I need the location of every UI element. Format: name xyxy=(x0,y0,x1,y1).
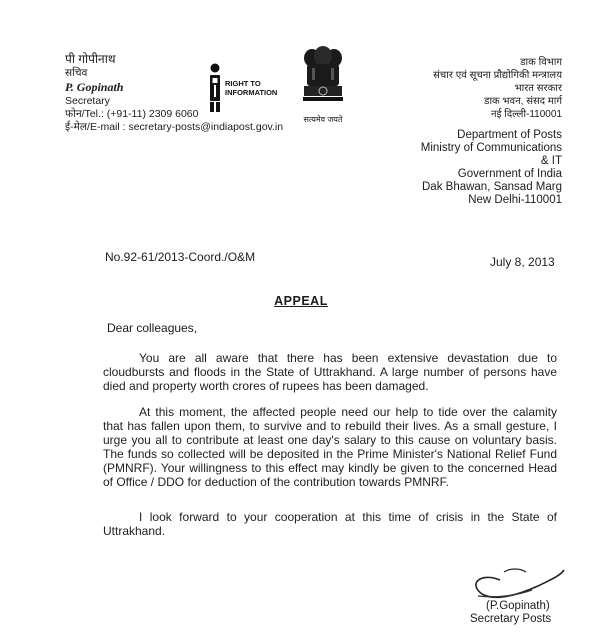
letter-date: July 8, 2013 xyxy=(490,255,555,269)
sender-phone: फोन/Tel.: (+91-11) 2309 6060 xyxy=(65,108,199,120)
sender-designation-english: Secretary xyxy=(65,95,110,107)
body-paragraph xyxy=(103,510,557,538)
dept-english-line: Department of Posts xyxy=(457,129,562,141)
emblem-motto: सत्यमेव जयते xyxy=(303,115,343,124)
dept-english-line: Dak Bhawan, Sansad Marg xyxy=(422,181,562,193)
sender-name-hindi: पी गोपीनाथ xyxy=(65,52,116,66)
salutation: Dear colleagues, xyxy=(107,321,198,335)
dept-hindi-line: भारत सरकार xyxy=(514,83,562,94)
paragraph-text: You are all aware that there has been extensive devastation due to cloudbursts and floods in the State of Uttrakhand. A large number of persons have died and property worth crores of rupees has been damaged. xyxy=(103,351,557,393)
signatory-designation: Secretary Posts xyxy=(470,613,552,625)
dept-hindi-line: डाक भवन, संसद मार्ग xyxy=(484,96,562,107)
dept-english-line: Government of India xyxy=(457,168,562,180)
rti-person-icon xyxy=(205,62,285,114)
rti-logo xyxy=(205,62,285,114)
rti-line1: RIGHT TO xyxy=(225,79,261,88)
national-emblem-icon xyxy=(298,44,348,122)
dept-english-line: New Delhi-110001 xyxy=(468,194,562,206)
department-block xyxy=(412,56,562,207)
dept-hindi-line: संचार एवं सूचना प्रौद्योगिकी मन्त्रालय xyxy=(433,70,562,81)
body-paragraph xyxy=(103,405,557,489)
dept-english-line: Ministry of Communications & IT xyxy=(420,142,562,167)
rti-line2: INFORMATION xyxy=(225,88,278,97)
letter-title: APPEAL xyxy=(274,294,328,308)
body-paragraph xyxy=(103,351,557,393)
paragraph-text: I look forward to your cooperation at this time of crisis in the State of Uttrakhand. xyxy=(103,510,557,538)
sender-designation-hindi: सचिव xyxy=(65,67,88,79)
paragraph-text: At this moment, the affected people need our help to tide over the calamity that has fallen upon them, to survive and to rebuild their lives. As a small gesture, I urge you all to contribute at least one day's salary to this cause on voluntary basis. The funds so collected will be deposited in the Prime Minister's National Relief Fund (PMNRF). Your willingness to this effect may kindly be given to the concerned Head of Office / DDO for deduction of the contribution towards PMNRF. xyxy=(103,405,557,489)
dept-hindi-line: नई दिल्ली-110001 xyxy=(491,109,562,120)
dept-hindi-line: डाक विभाग xyxy=(520,57,562,68)
sender-email: ई-मेल/E-mail : secretary-posts@indiapost.gov.in xyxy=(65,121,284,133)
signatory-name: (P.Gopinath) xyxy=(486,600,550,612)
sender-name-english: P. Gopinath xyxy=(65,80,124,94)
reference-number: No.92-61/2013-Coord./O&M xyxy=(105,250,256,264)
